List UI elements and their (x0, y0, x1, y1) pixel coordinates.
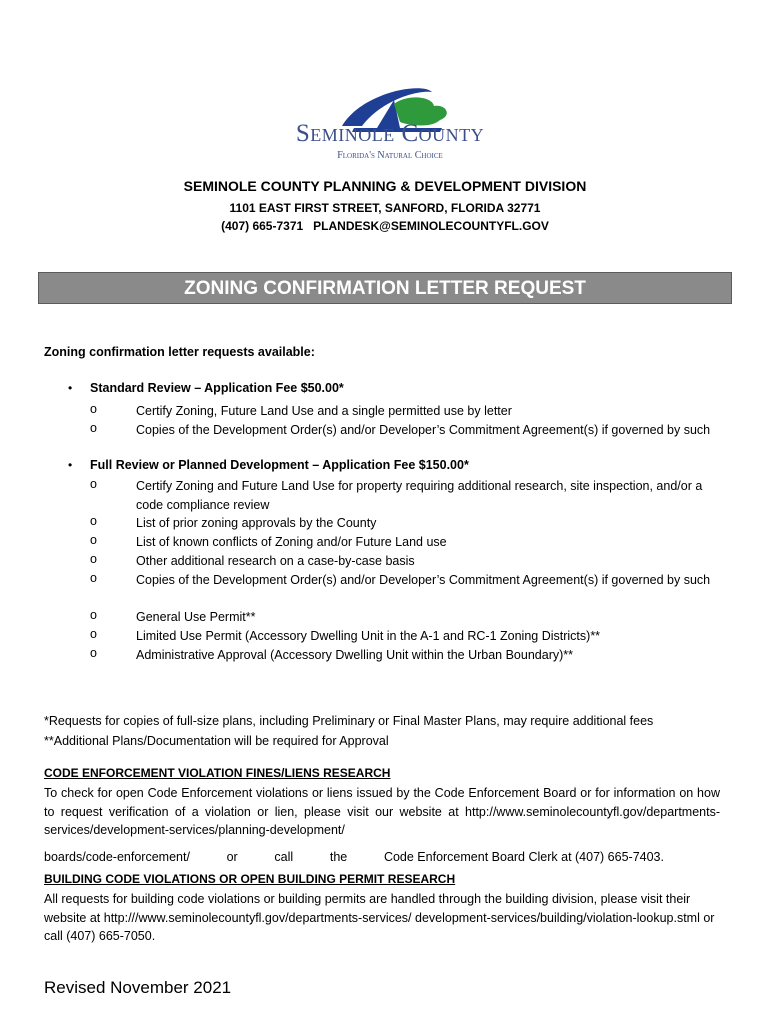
bullet-icon: • (68, 381, 73, 395)
sub-bullet-icon: o (90, 514, 97, 528)
full-item: Limited Use Permit (Accessory Dwelling Unit in the A-1 and RC-1 Zoning Districts)** (136, 629, 601, 643)
sub-bullet-icon: o (90, 571, 97, 585)
building-text: All requests for building code violations or building permits are handled through the building division, please visit their website at http:///www.seminolecountyfl.gov/departments-services/ development-services/building/violation-lookup.stml or call (407) 665-7050. (44, 892, 715, 943)
sub-bullet-icon: o (90, 477, 97, 491)
sub-bullet-icon: o (90, 533, 97, 547)
full-item: List of prior zoning approvals by the County (136, 516, 377, 530)
county-logo (282, 82, 492, 168)
form-title-banner: ZONING CONFIRMATION LETTER REQUEST (38, 272, 732, 304)
code-enforcement-contact-line (44, 850, 664, 864)
full-item: Copies of the Development Order(s) and/or Developer’s Commitment Agreement(s) if governed by such (136, 573, 711, 587)
sub-bullet-icon: o (90, 552, 97, 566)
division-contact: (407) 665-7371 PLANDESK@SEMINOLECOUNTYFL.GOV (221, 219, 549, 233)
full-item: List of known conflicts of Zoning and/or Future Land use (136, 535, 447, 549)
full-item: General Use Permit** (136, 610, 256, 624)
revised-date: Revised November 2021 (44, 978, 232, 997)
logo-tagline: Florida's Natural Choice (337, 150, 443, 161)
logo-wordmark: Seminole County (295, 120, 485, 147)
standard-review-title: Standard Review – Application Fee $50.00* (90, 381, 344, 395)
standard-item: Certify Zoning, Future Land Use and a single permitted use by letter (136, 404, 512, 418)
sub-bullet-icon: o (90, 646, 97, 660)
code-enforcement-link-tail[interactable]: boards/code-enforcement/ (44, 850, 190, 864)
fees-note: *Requests for copies of full-size plans, including Preliminary or Final Master Plans, may require additional fees (44, 714, 654, 728)
code-enforcement-text: To check for open Code Enforcement violations or liens issued by the Code Enforcement Board or for information on how to request verification of a violation or lien, please visit our website at http://www.seminolecountyfl.gov/departments-services/development-services/planning-development/ (44, 786, 720, 837)
division-title: SEMINOLE COUNTY PLANNING & DEVELOPMENT DIVISION (183, 178, 587, 194)
contact-word: or (226, 850, 238, 864)
sub-bullet-icon: o (90, 608, 97, 622)
contact-word: the (329, 850, 348, 864)
intro-text: Zoning confirmation letter requests available: (44, 345, 315, 359)
contact-word: call (274, 850, 294, 864)
sub-bullet-icon: o (90, 627, 97, 641)
docs-note: **Additional Plans/Documentation will be required for Approval (44, 734, 389, 748)
full-review-title: Full Review or Planned Development – Application Fee $150.00* (90, 458, 469, 472)
sub-bullet-icon: o (90, 402, 97, 416)
bullet-icon: • (68, 458, 73, 472)
full-item: Other additional research on a case-by-case basis (136, 554, 415, 568)
standard-item: Copies of the Development Order(s) and/or Developer’s Commitment Agreement(s) if governed by such (136, 423, 711, 437)
code-enforcement-heading: CODE ENFORCEMENT VIOLATION FINES/LIENS RESEARCH (44, 766, 391, 780)
code-enforcement-clerk: Code Enforcement Board Clerk at (407) 665-7403. (383, 850, 664, 864)
sub-bullet-icon: o (90, 421, 97, 435)
division-address: 1101 EAST FIRST STREET, SANFORD, FLORIDA 32771 (229, 201, 541, 215)
full-item: Certify Zoning and Future Land Use for property requiring additional research, site inspection, and/or a code compliance review (136, 479, 703, 512)
full-item: Administrative Approval (Accessory Dwelling Unit within the Urban Boundary)** (136, 648, 573, 662)
building-heading: BUILDING CODE VIOLATIONS OR OPEN BUILDING PERMIT RESEARCH (44, 872, 456, 886)
